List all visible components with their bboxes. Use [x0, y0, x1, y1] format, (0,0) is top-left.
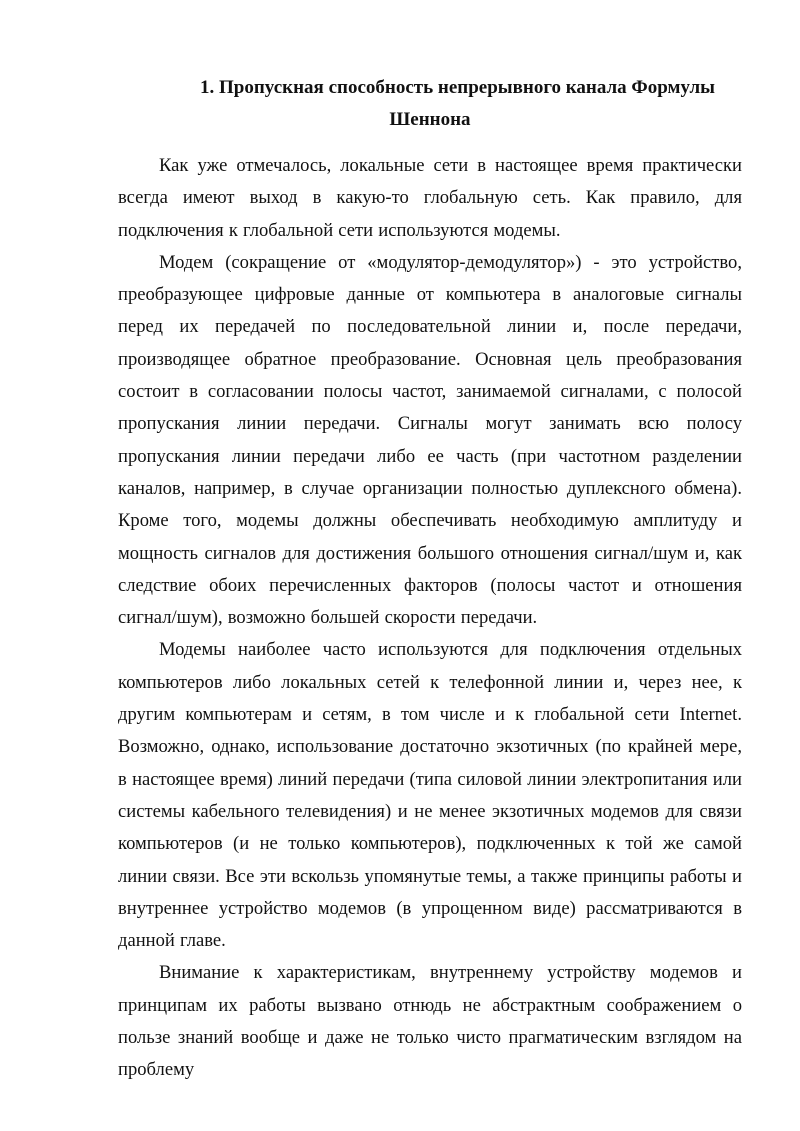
paragraph: Внимание к характеристикам, внутреннему устройству модемов и принципам их работы вызвано отнюдь не абстрактным соображением о пользе знаний вообще и даже не только чисто прагматическим взглядом на проблему	[118, 962, 742, 1081]
paragraph: Модем (сокращение от «модулятор-демодулятор») - это устройство, преобразующее цифровые данные от компьютера в аналоговые сигналы перед их передачей по последовательной линии и, после передачи, производящее обратное преобразование. Основная цель преобразования состоит в согласовании полосы частот, занимаемой сигналами, с полосой пропускания линии передачи. Сигналы могут занимать всю полосу пропускания линии передачи либо ее часть (при частотном разделении каналов, например, в случае организации полностью дуплексного обмена). Кроме того, модемы должны обеспечивать необходимую амплитуду и мощность сигналов для достижения большого отношения сигнал/шум и, как следствие обоих перечисленных факторов (полосы частот и отношения сигнал/шум), возможно большей скорости передачи.	[118, 251, 742, 629]
paragraph: Как уже отмечалось, локальные сети в настоящее время практически всегда имеют выход в какую-то глобальную сеть. Как правило, для подключения к глобальной сети используются модемы.	[118, 155, 742, 241]
section-title	[118, 72, 742, 136]
section-title-line-2: Шеннона	[389, 109, 471, 130]
document-body	[118, 150, 742, 1087]
paragraph: Модемы наиболее часто используются для подключения отдельных компьютеров либо локальных сетей к телефонной линии и, через нее, к другим компьютерам и сетям, в том числе и к глобальной сети Internet. Возможно, однако, использование достаточно экзотичных (по крайней мере, в настоящее время) линий передачи (типа силовой линии электропитания или системы кабельного телевидения) и не менее экзотичных модемов для связи компьютеров (и не только компьютеров), подключенных к той же самой линии связи. Все эти вскользь упомянутые темы, а также принципы работы и внутреннее устройство модемов (в упрощенном виде) рассматриваются в данной главе.	[118, 639, 742, 952]
section-title-line-1: 1. Пропускная способность непрерывного канала Формулы	[200, 77, 715, 98]
